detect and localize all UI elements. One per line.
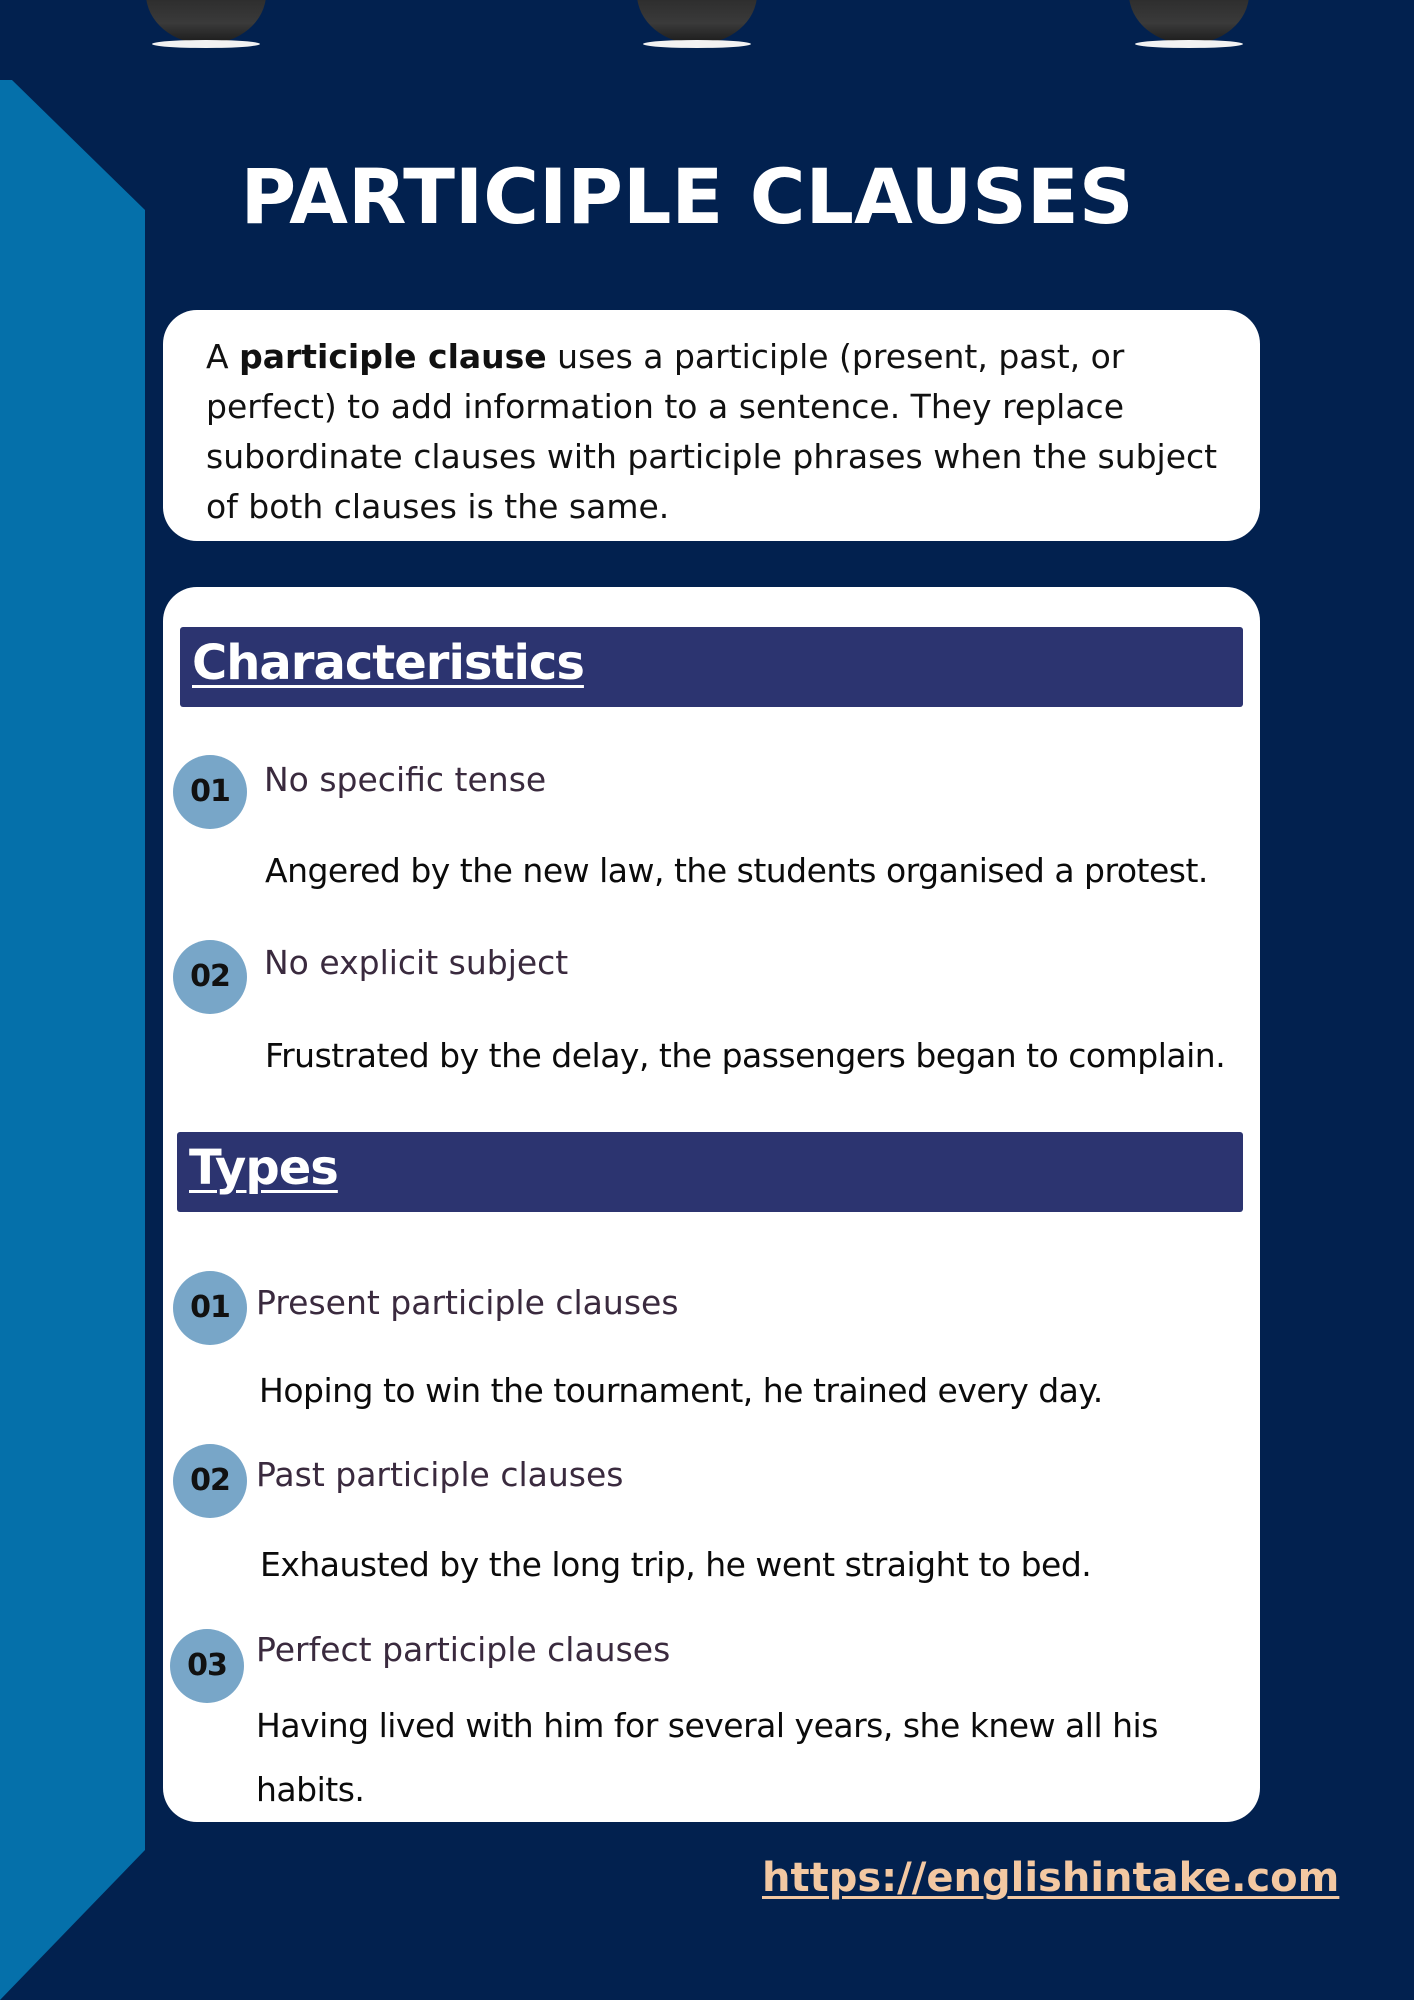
type-example-2: Exhausted by the long trip, he went straight to bed. [260, 1545, 1092, 1584]
characteristic-label-2: No explicit subject [264, 943, 569, 982]
type-label-2: Past participle clauses [256, 1455, 624, 1494]
characteristic-label-1: No specific tense [264, 760, 547, 799]
page-title: PARTICIPLE CLAUSES [240, 152, 1134, 241]
characteristics-heading: Characteristics [192, 635, 584, 691]
type-label-1: Present participle clauses [256, 1283, 679, 1322]
intro-text: uses a participle (present, past, or perfect) to add information to a sentence. They replace subordinate clauses with participle phrases when the subject of both clauses is the same. [206, 337, 1218, 526]
characteristic-number-2: 02 [173, 940, 247, 1014]
side-band-decoration [0, 80, 145, 2000]
types-header [177, 1132, 1243, 1212]
intro-card [163, 310, 1260, 541]
type-example-3: Having lived with him for several years, she knew all his habits. [256, 1706, 1158, 1809]
website-link[interactable]: https://englishintake.com [762, 1855, 1340, 1901]
type-number-1: 01 [173, 1271, 247, 1345]
type-example-1: Hoping to win the tournament, he trained every day. [259, 1371, 1103, 1410]
type-label-3: Perfect participle clauses [256, 1630, 671, 1669]
ceiling-lamp-icon [146, 0, 266, 48]
intro-lead: A [206, 337, 240, 376]
ceiling-lamp-icon [1129, 0, 1249, 48]
types-heading: Types [189, 1140, 338, 1196]
intro-term: participle clause [239, 337, 547, 376]
characteristic-number-1: 01 [173, 755, 247, 829]
characteristic-example-2: Frustrated by the delay, the passengers began to complain. [265, 1036, 1226, 1075]
content-card [163, 587, 1260, 1822]
type-number-2: 02 [173, 1444, 247, 1518]
ceiling-lamp-icon [637, 0, 757, 48]
characteristics-header [180, 627, 1243, 707]
type-number-3: 03 [170, 1629, 244, 1703]
characteristic-example-1: Angered by the new law, the students organised a protest. [265, 851, 1208, 890]
